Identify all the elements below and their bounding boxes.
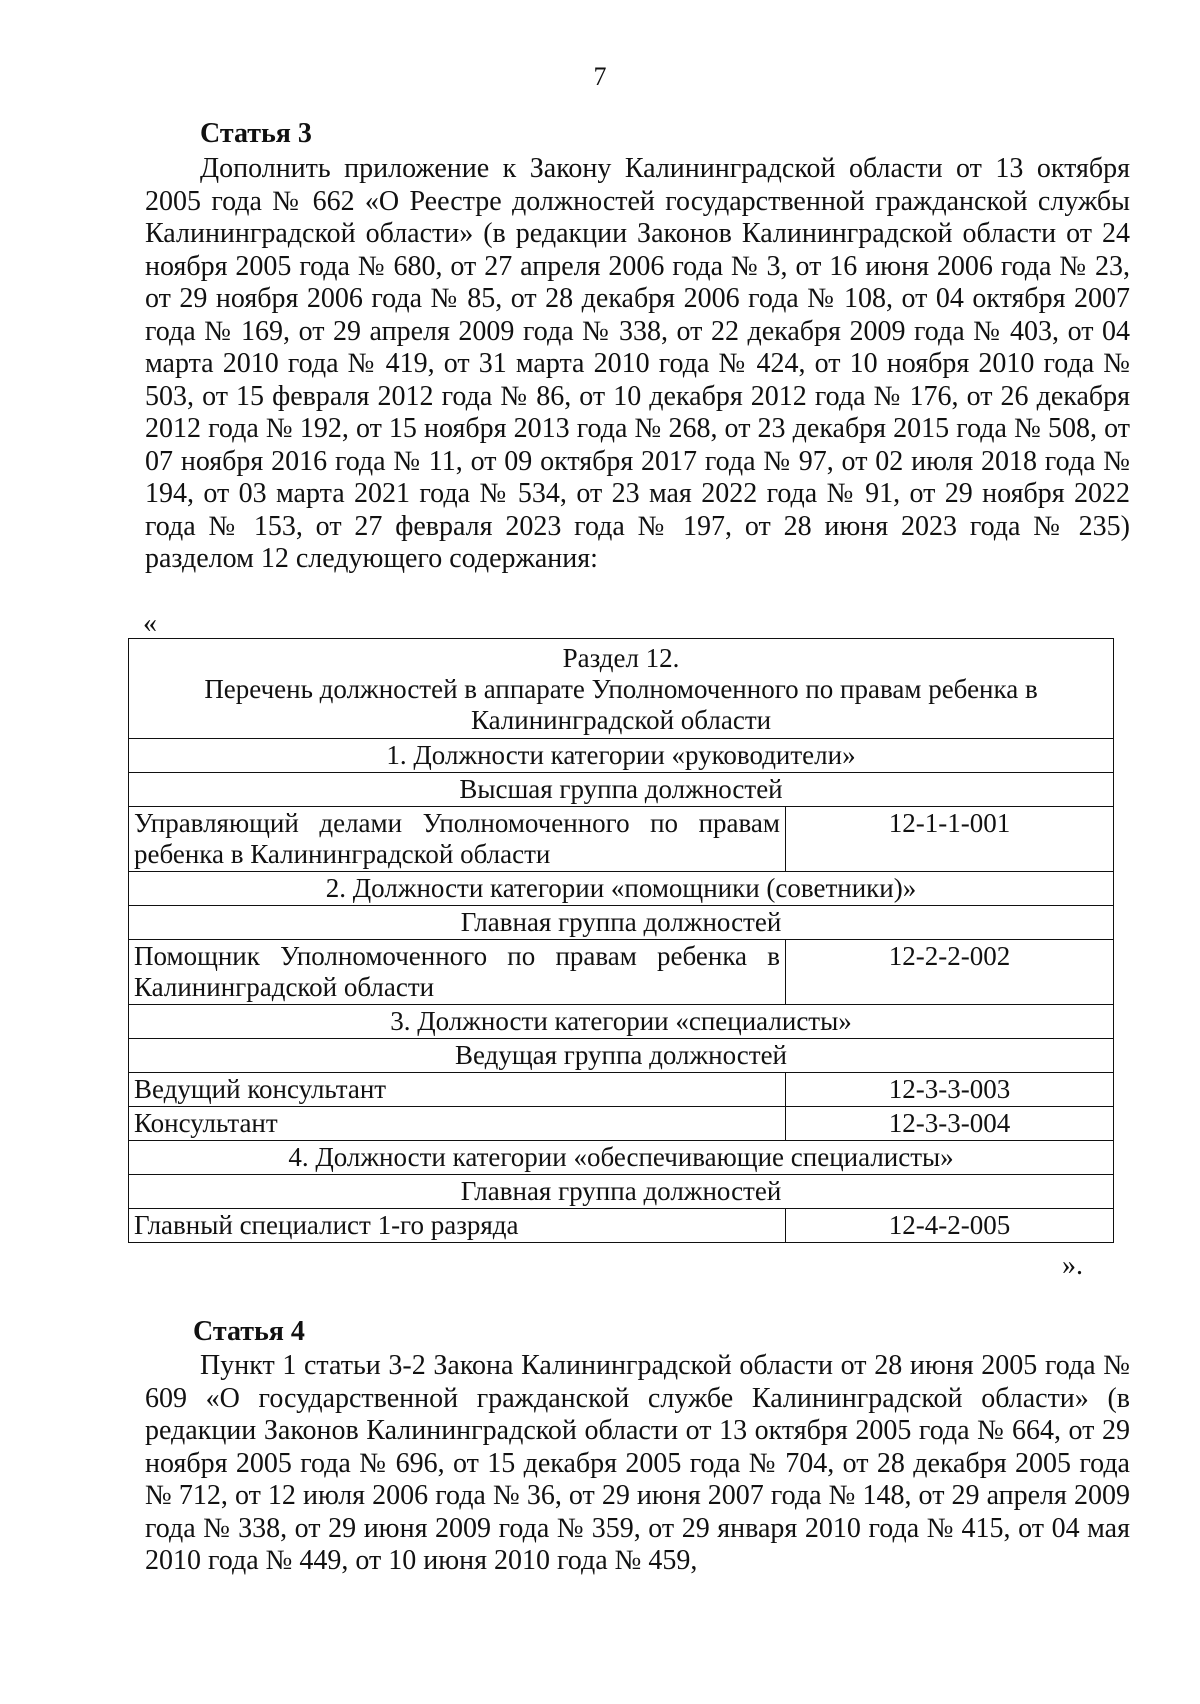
group-cell: Главная группа должностей	[129, 1175, 1114, 1209]
position-name-cell: Управляющий делами Уполномоченного по правам ребенка в Калининградской области	[129, 807, 786, 872]
table-title-row	[129, 639, 1114, 739]
category-row	[129, 739, 1114, 773]
group-cell: Главная группа должностей	[129, 906, 1114, 940]
category-cell: 4. Должности категории «обеспечивающие специалисты»	[129, 1141, 1114, 1175]
position-code-cell: 12-3-3-003	[786, 1073, 1114, 1107]
section-12-table	[128, 638, 1114, 1243]
article-3-heading: Статья 3	[200, 118, 312, 149]
article-3-text: Дополнить приложение к Закону Калининградской области от 13 октября 2005 года № 662 «О Реестре должностей государственной гражданской службы Калининградской области» (в редакции Законов Калининградской области от 24 ноября 2005 года № 680, от 27 апреля 2006 года № 3, от 16 июня 2006 года № 23, от 29 ноября 2006 года № 85, от 28 декабря 2006 года № 108, от 04 октября 2007 года № 169, от 29 апреля 2009 года № 338, от 22 декабря 2009 года № 403, от 04 марта 2010 года № 419, от 31 марта 2010 года № 424, от 10 ноября 2010 года № 503, от 15 февраля 2012 года № 86, от 10 декабря 2012 года № 176, от 26 декабря 2012 года № 192, от 15 ноября 2013 года № 268, от 23 декабря 2015 года № 508, от 07 ноября 2016 года № 11, от 09 октября 2017 года № 97, от 02 июля 2018 года № 194, от 03 марта 2021 года № 534, от 23 мая 2022 года № 91, от 29 ноября 2022 года № 153, от 27 февраля 2023 года № 197, от 28 июня 2023 года № 235) разделом 12 следующего содержания:	[145, 153, 1130, 574]
category-cell: 1. Должности категории «руководители»	[129, 739, 1114, 773]
group-cell: Ведущая группа должностей	[129, 1039, 1114, 1073]
section-title: Раздел 12.	[562, 643, 680, 673]
table-open-quote: «	[143, 608, 157, 639]
position-code-cell: 12-2-2-002	[786, 940, 1114, 1005]
table-close-quote: ».	[1062, 1250, 1083, 1281]
table-row	[129, 1073, 1114, 1107]
table-row	[129, 1209, 1114, 1243]
table-row	[129, 807, 1114, 872]
table-row	[129, 940, 1114, 1005]
category-cell: 2. Должности категории «помощники (советники)»	[129, 872, 1114, 906]
table-row	[129, 1107, 1114, 1141]
group-row	[129, 1175, 1114, 1209]
category-cell: 3. Должности категории «специалисты»	[129, 1005, 1114, 1039]
category-row	[129, 872, 1114, 906]
position-code-cell: 12-1-1-001	[786, 807, 1114, 872]
page-number: 7	[593, 62, 607, 91]
group-row	[129, 773, 1114, 807]
category-row	[129, 1141, 1114, 1175]
group-cell: Высшая группа должностей	[129, 773, 1114, 807]
table-title-cell	[129, 639, 1114, 739]
category-row	[129, 1005, 1114, 1039]
article-4-heading: Статья 4	[193, 1316, 305, 1347]
position-name-cell: Главный специалист 1-го разряда	[129, 1209, 786, 1243]
group-row	[129, 906, 1114, 940]
position-name-cell: Консультант	[129, 1107, 786, 1141]
position-name-cell: Помощник Уполномоченного по правам ребенка в Калининградской области	[129, 940, 786, 1005]
position-code-cell: 12-4-2-005	[786, 1209, 1114, 1243]
section-subtitle: Перечень должностей в аппарате Уполномоченного по правам ребенка в Калининградской области	[204, 674, 1038, 735]
position-code-cell: 12-3-3-004	[786, 1107, 1114, 1141]
article-4-text: Пункт 1 статьи 3-2 Закона Калининградской области от 28 июня 2005 года № 609 «О государственной гражданской службе Калининградской области» (в редакции Законов Калининградской области от 13 октября 2005 года № 664, от 29 ноября 2005 года № 696, от 15 декабря 2005 года № 704, от 28 декабря 2005 года № 712, от 12 июля 2006 года № 36, от 29 июня 2007 года № 148, от 29 апреля 2009 года № 338, от 29 июня 2009 года № 359, от 29 января 2010 года № 415, от 04 мая 2010 года № 449, от 10 июня 2010 года № 459,	[145, 1350, 1130, 1576]
group-row	[129, 1039, 1114, 1073]
position-name-cell: Ведущий консультант	[129, 1073, 786, 1107]
